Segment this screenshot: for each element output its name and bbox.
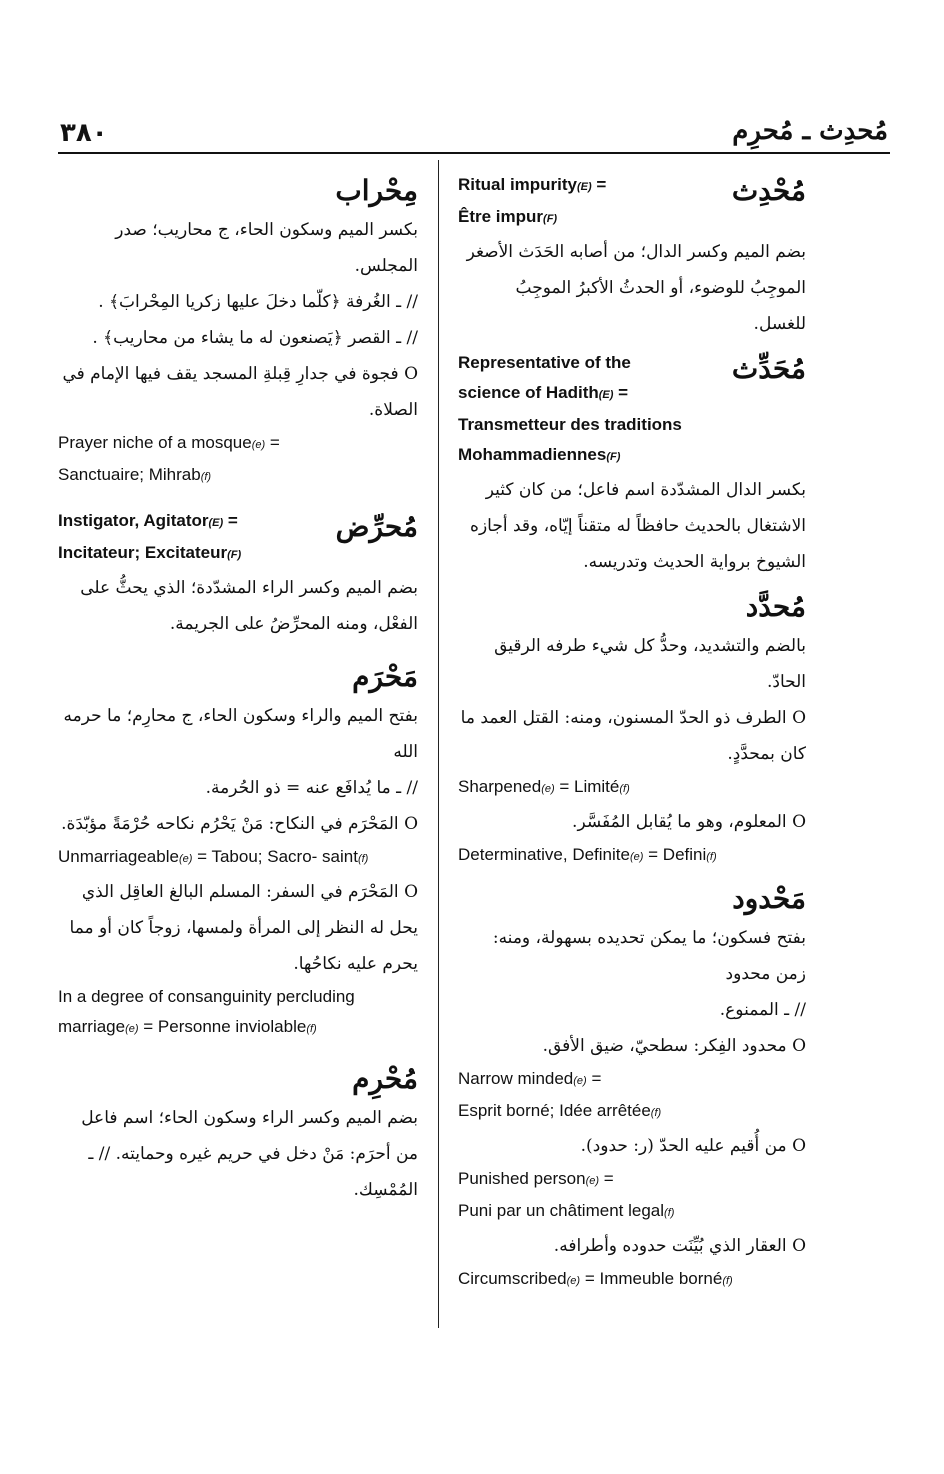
lang-tag: (e): [125, 1023, 139, 1035]
entry-mahdud: [458, 878, 806, 1296]
lang-tag: (F): [543, 213, 558, 225]
translation: In a degree of consanguinity percluding: [58, 987, 355, 1006]
translation-fr: = Tabou; Sacro- saint: [192, 847, 358, 866]
definition: O المعلوم، وهو ما يُقابل المُفَسَّر.: [572, 812, 806, 832]
equals: =: [599, 1169, 614, 1188]
definition: O المَحْرَم في السفر: المسلم البالغ العاقِل الذي يحل له النظر إلى المرأة ولمسها، زوجاً كان أو مما يحرم عليه نكاحُها.: [69, 882, 418, 974]
lang-tag: (f): [357, 853, 369, 865]
translation-fr: = Defini: [643, 845, 707, 864]
left-column: [58, 170, 418, 1214]
translation-en: Unmarriageable: [58, 847, 179, 866]
entry-muhaddith: [458, 348, 806, 580]
translation: [58, 842, 418, 874]
lang-tag: (e): [251, 439, 266, 451]
entry-mihrab: [58, 170, 418, 492]
lang-tag: (E): [208, 517, 224, 529]
translation: [458, 1264, 806, 1296]
lang-tag: (e): [629, 851, 644, 863]
definition: O العقار الذي بُيِّنَت حدوده وأطرافه.: [553, 1236, 806, 1256]
translation-en: marriage: [58, 1017, 126, 1036]
headword: مُحدَّد: [745, 590, 806, 623]
lang-tag: (F): [227, 549, 242, 561]
translation-fr: Incitateur; Excitateur: [58, 543, 228, 562]
lang-tag: (f): [722, 1275, 733, 1287]
entry-muhdith: [458, 170, 806, 342]
right-column: [458, 170, 806, 1302]
definition: O فجوة في جدارِ قِبلةِ المسجد يقف فيها الإمام في الصلاة.: [62, 364, 418, 420]
definition: بضم الميم وكسر الدال؛ من أصابه الحَدَث الأصغر الموجِبُ للوضوء، أو الحدثُ الأكبرُ الموجِبُ للغسل.: [466, 242, 806, 334]
equals: =: [223, 511, 238, 530]
lang-tag: (f): [706, 851, 717, 863]
translation: Representative of the: [458, 353, 631, 372]
translation: [58, 460, 418, 492]
translation-en: Punished person: [458, 1169, 586, 1188]
lang-tag: (f): [306, 1023, 317, 1035]
definition: // ـ القصر ﴿يَصنعون له ما يشاء من محاريب﴾ .: [92, 328, 418, 348]
translation-fr: = Personne inviolable: [138, 1017, 307, 1036]
translation: [458, 202, 606, 234]
definition: بضم الميم وكسر الراء المشدّدة؛ الذي يحثُّ على الفعْل، ومنه المحرِّضُ على الجريمة.: [80, 578, 418, 634]
translation-en: Circumscribed: [458, 1269, 567, 1288]
lang-tag: (e): [541, 783, 555, 795]
running-head: مُحدِث ـ مُحرِم: [732, 116, 888, 146]
page-header: [58, 112, 890, 154]
headword: مَحْرَم: [352, 660, 418, 693]
translation-en: Determinative, Definite: [458, 845, 630, 864]
entry-muharrid: [58, 506, 418, 642]
lang-tag: (F): [606, 451, 621, 463]
lang-tag: (e): [573, 1075, 587, 1087]
translation: [458, 1196, 806, 1228]
definition: بضم الميم وكسر الراء وسكون الحاء؛ اسم فاعل من أحرَم: مَنْ دخل في حريم غيره وحمايته. // ـ المُمْسِك.: [81, 1108, 418, 1200]
translation-en: Prayer niche of a mosque: [58, 433, 252, 452]
definition: O محدود الفِكر: سطحيّ، ضيق الأفق.: [542, 1036, 806, 1056]
definition: // ـ الممنوع.: [719, 1000, 806, 1020]
translation: [458, 772, 806, 804]
translation: [458, 378, 682, 410]
headword: مِحْراب: [335, 174, 418, 207]
translation-fr: Puni par un châtiment legal: [458, 1201, 665, 1220]
definition: بالضم والتشديد، وحدُّ كل شيء طرفه الرقيق الحادّ.: [494, 636, 806, 692]
definition: O المَحْرَم في النكاح: مَنْ يَحْرُم نكاحه حُرْمَةً مؤبّدَة.: [61, 814, 418, 834]
entry-muhrim: [58, 1058, 418, 1208]
equals: =: [265, 433, 280, 452]
equals: =: [586, 1069, 602, 1088]
headword: مُحْدِث: [731, 174, 806, 207]
lang-tag: (f): [664, 1207, 675, 1219]
translation-fr: Être impur: [458, 207, 544, 226]
translation: [58, 1012, 418, 1044]
definition: // ـ الغُرفة ﴿كلّما دخلَ عليها زكريا المِحْرابَ﴾ .: [98, 292, 418, 312]
definition: بفتح الميم والراء وسكون الحاء، ج محارِم؛ ما حرمه الله: [63, 706, 418, 762]
column-divider: [438, 160, 439, 1328]
translation-en: Instigator, Agitator: [58, 511, 209, 530]
headword: مُحْرِم: [352, 1062, 418, 1095]
lang-tag: (e): [566, 1275, 581, 1287]
translation-fr: Sanctuaire; Mihrab: [58, 465, 201, 484]
lang-tag: (E): [598, 389, 614, 401]
equals: =: [613, 383, 629, 402]
entry-muhaddad: [458, 586, 806, 872]
headword: مُحرِّض: [335, 510, 418, 543]
translation: [58, 428, 418, 460]
translation: [458, 1164, 806, 1196]
translation: [458, 1064, 806, 1096]
translation: [58, 538, 241, 570]
definition: O من أُقيم عليه الحدّ (ر: حدود).: [580, 1136, 806, 1156]
headword: مُحَدِّث: [731, 352, 806, 385]
translation: Transmetteur des traditions: [458, 415, 682, 434]
translation: [458, 1096, 806, 1128]
translation-en: Narrow minded: [458, 1069, 574, 1088]
translation-en: science of Hadith: [458, 383, 599, 402]
definition: بكسر الميم وسكون الحاء، ج محاريب؛ صدر المجلس.: [115, 220, 418, 276]
lang-tag: (E): [577, 181, 592, 193]
translation-fr: = Immeuble borné: [580, 1269, 723, 1288]
translation: [458, 440, 682, 472]
lang-tag: (f): [650, 1107, 662, 1119]
lang-tag: (e): [178, 853, 193, 865]
lang-tag: (f): [200, 471, 212, 483]
translation-fr: Esprit borné; Idée arrêtée: [458, 1101, 651, 1120]
definition: بكسر الدال المشدّدة اسم فاعل؛ من كان كثير الاشتغال بالحديث حافظاً له متقناً إيّاه، وقد أجازه الشيوخ برواية الحديث وتدريسه.: [470, 480, 806, 572]
translation-en: Sharpened: [458, 777, 542, 796]
entry-mahram: [58, 656, 418, 1044]
definition: O الطرف ذو الحدّ المسنون، ومنه: القتل العمد ما كان بمحدَّدٍ.: [460, 708, 806, 764]
definition: // ـ ما يُدافَع عنه = ذو الحُرمة.: [205, 778, 418, 798]
translation: [458, 170, 606, 202]
lang-tag: (f): [619, 783, 630, 795]
translation: [458, 840, 806, 872]
translation-fr: Mohammadiennes: [458, 445, 607, 464]
translation: [58, 506, 241, 538]
headword: مَحْدود: [732, 882, 806, 915]
lang-tag: (e): [585, 1175, 600, 1187]
definition: بفتح فسكون؛ ما يمكن تحديده بسهولة، ومنه: زمن محدود: [492, 928, 806, 984]
translation-fr: = Limité: [554, 777, 620, 796]
equals: =: [591, 175, 607, 194]
page-number: ٣٨٠: [60, 118, 108, 148]
translation-en: Ritual impurity: [458, 175, 578, 194]
